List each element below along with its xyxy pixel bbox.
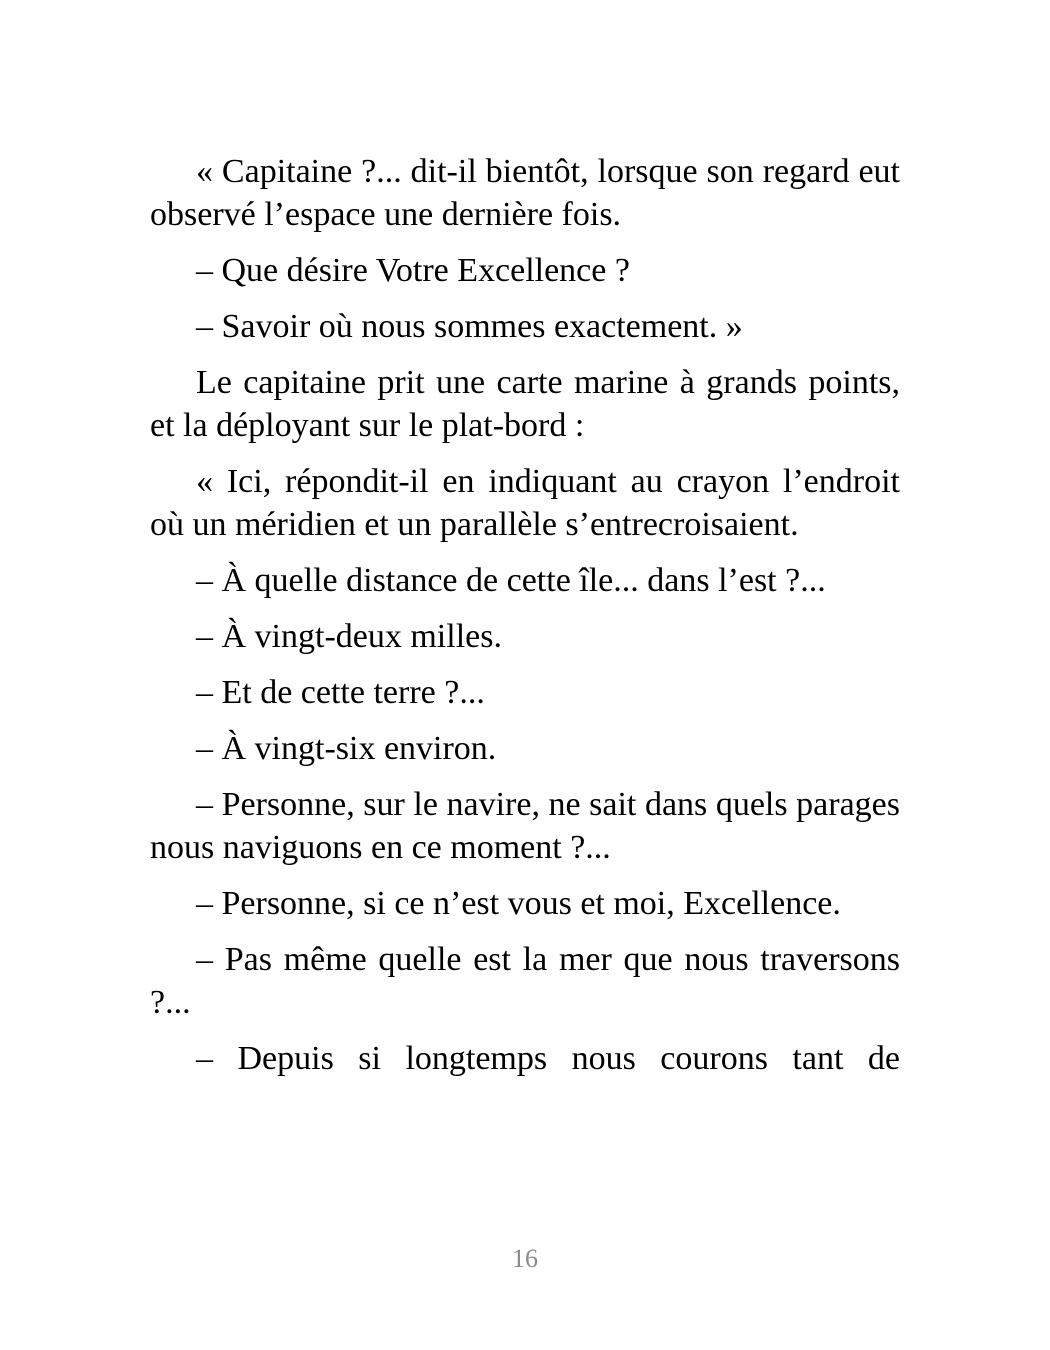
paragraph: – Savoir où nous sommes exactement. »: [196, 308, 743, 345]
paragraph: – Personne, sur le navire, ne sait dans quels parages nous naviguons en ce moment ?...: [150, 786, 900, 866]
paragraph: – À quelle distance de cette île... dans l’est ?...: [196, 562, 826, 599]
paragraph: « Ici, répondit-il en indiquant au crayon l’endroit où un méridien et un parallèle s’entrecroisaient.: [150, 463, 900, 543]
body-text: [150, 150, 900, 1093]
paragraph: – Et de cette terre ?...: [196, 674, 485, 711]
paragraph: – À vingt-deux milles.: [196, 618, 502, 655]
paragraph: – Personne, si ce n’est vous et moi, Excellence.: [196, 885, 841, 922]
paragraph: – Que désire Votre Excellence ?: [196, 252, 630, 289]
paragraph: « Capitaine ?... dit-il bientôt, lorsque son regard eut observé l’espace une dernière fois.: [150, 153, 900, 233]
paragraph: – Pas même quelle est la mer que nous traversons ?...: [150, 941, 900, 1021]
paragraph-continued: – Depuis si longtemps nous courons tant de: [196, 1040, 900, 1077]
paragraph: – À vingt-six environ.: [196, 730, 497, 767]
paragraph: Le capitaine prit une carte marine à grands points, et la déployant sur le plat-bord :: [150, 364, 900, 444]
page-number: 16: [512, 1244, 538, 1273]
